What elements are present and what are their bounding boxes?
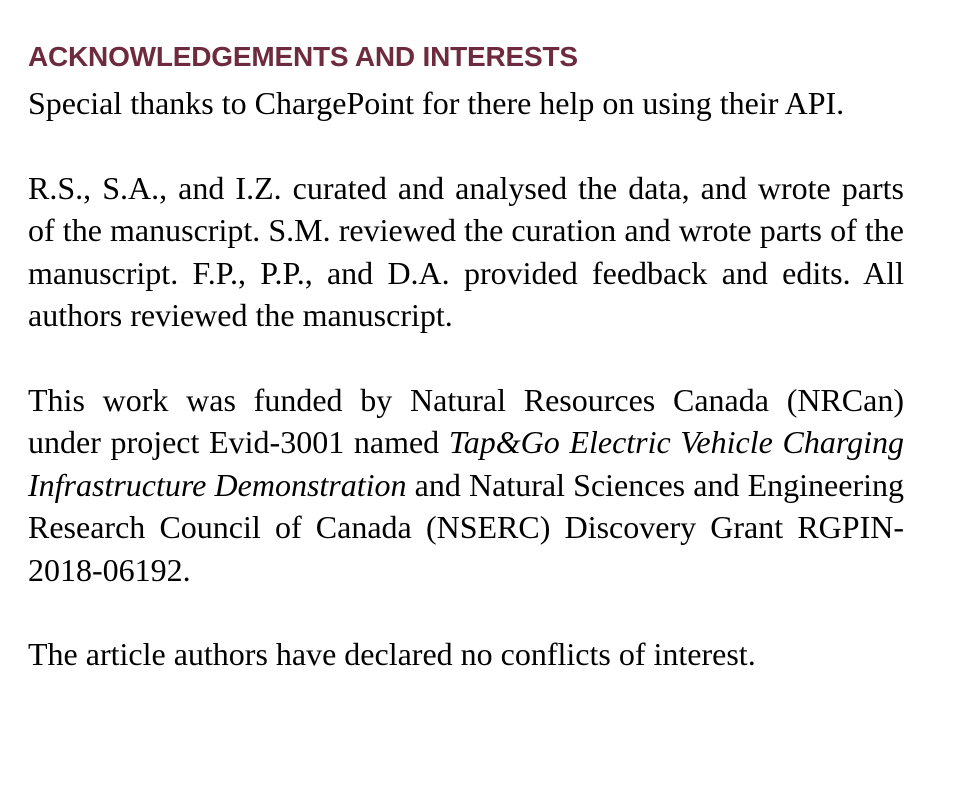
conflicts-paragraph: The article authors have declared no conflicts of interest. (28, 636, 756, 672)
funding-text-after: and Natural Sciences and Engineering Research Council of Canada (NSERC) Discovery Grant RGPIN-2018-06192. (28, 466, 904, 588)
section-heading: ACKNOWLEDGEMENTS AND INTERESTS (28, 41, 578, 72)
project-title: Tap&Go Electric Vehicle Charging Infrastructure Demonstration (28, 424, 905, 503)
acknowledgements-section (28, 40, 904, 676)
thanks-paragraph: Special thanks to ChargePoint for there help on using their API. (28, 85, 845, 121)
contributions-paragraph: R.S., S.A., and I.Z. curated and analysed the data, and wrote parts of the manuscript. S.M. reviewed the curation and wrote parts of the manuscript. F.P., P.P., and D.A. provided feedback and edits. All authors reviewed the manuscript. (28, 169, 904, 333)
funding-text-before: This work was funded by Natural Resources Canada (NRCan) under project Evid-3001 named (28, 381, 904, 460)
funding-paragraph (28, 379, 904, 592)
